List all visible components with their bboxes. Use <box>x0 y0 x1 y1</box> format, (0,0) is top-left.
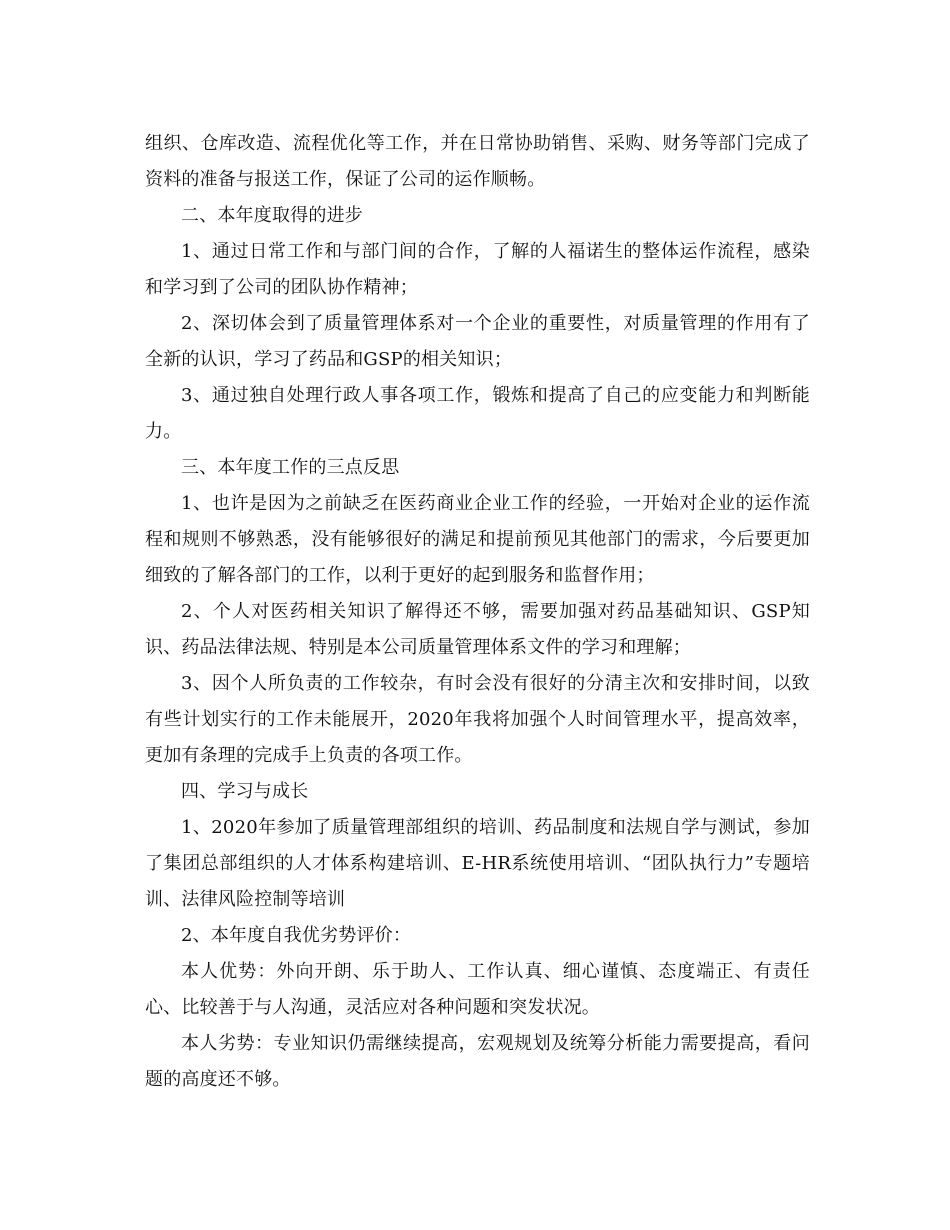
paragraph: 3、通过独自处理行政人事各项工作，锻炼和提高了自己的应变能力和判断能力。 <box>145 385 810 442</box>
section-heading: 二、本年度取得的进步 <box>181 205 363 226</box>
paragraph: 1、2020年参加了质量管理部组织的培训、药品制度和法规自学与测试，参加了集团总部组织的人才体系构建培训、E-HR系统使用培训、“团队执行力”专题培训、法律风险控制等培训 <box>145 817 810 910</box>
paragraph: 1、也许是因为之前缺乏在医药商业企业工作的经验，一开始对企业的运作流程和规则不够熟悉，没有能够很好的满足和提前预见其他部门的需求，今后要更加细致的了解各部门的工作，以利于更好的起到服务和监督作用； <box>145 493 810 586</box>
section-heading: 三、本年度工作的三点反思 <box>181 457 400 478</box>
paragraph: 组织、仓库改造、流程优化等工作，并在日常协助销售、采购、财务等部门完成了资料的准备与报送工作，保证了公司的运作顺畅。 <box>145 133 810 190</box>
paragraph: 1、通过日常工作和与部门间的合作，了解的人福诺生的整体运作流程，感染和学习到了公司的团队协作精神； <box>145 241 810 298</box>
paragraph: 2、本年度自我优劣势评价： <box>181 925 412 946</box>
paragraph: 3、因个人所负责的工作较杂，有时会没有很好的分清主次和安排时间，以致有些计划实行的工作未能展开，2020年我将加强个人时间管理水平，提高效率，更加有条理的完成手上负责的各项工作。 <box>145 673 810 766</box>
document-body <box>145 126 810 1098</box>
paragraph: 本人劣势：专业知识仍需继续提高，宏观规划及统筹分析能力需要提高，看问题的高度还不够。 <box>145 1033 810 1090</box>
section-heading: 四、学习与成长 <box>181 781 309 802</box>
paragraph: 本人优势：外向开朗、乐于助人、工作认真、细心谨慎、态度端正、有责任心、比较善于与人沟通，灵活应对各种问题和突发状况。 <box>145 961 810 1018</box>
paragraph: 2、个人对医药相关知识了解得还不够，需要加强对药品基础知识、GSP知识、药品法律法规、特别是本公司质量管理体系文件的学习和理解； <box>145 601 810 658</box>
paragraph: 2、深切体会到了质量管理体系对一个企业的重要性，对质量管理的作用有了全新的认识，学习了药品和GSP的相关知识； <box>145 313 810 370</box>
